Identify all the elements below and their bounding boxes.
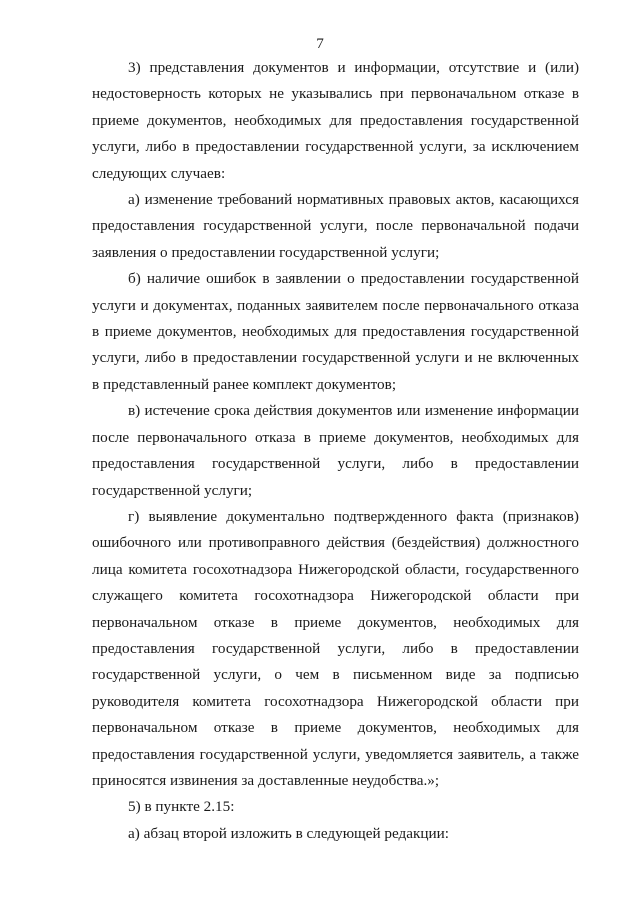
page-number: 7 — [316, 35, 324, 52]
document-body — [92, 55, 579, 847]
paragraph-subitem-a: а) изменение требований нормативных правовых актов, касающихся предоставления государственной услуги, после первоначальной подачи заявления о предоставлении государственной услуги; — [92, 191, 579, 261]
paragraph-subitem-b: б) наличие ошибок в заявлении о предоставлении государственной услуги и документах, поданных заявителем после первоначального отказа в приеме документов, необходимых для предоставления государственной услуги, либо в предоставлении государственной услуги и не включенных в представленный ранее комплект документов; — [92, 270, 579, 393]
paragraph-item-5: 5) в пункте 2.15: — [128, 798, 235, 816]
paragraph-subitem-v: в) истечение срока действия документов или изменение информации после первоначального отказа в приеме документов, необходимых для предоставления государственной услуги, либо в предоставлении государственной услуги; — [92, 402, 579, 499]
paragraph-subitem-g: г) выявление документально подтвержденного факта (признаков) ошибочного или противоправного действия (бездействия) должностного лица комитета госохотнадзора Нижегородской области, государственного служащего комитета госохотнадзора Нижегородской области при первоначальном отказе в приеме документов, необходимых для предоставления государственной услуги, либо в предоставлении государственной услуги, о чем в письменном виде за подписью руководителя комитета госохотнадзора Нижегородской области при первоначальном отказе в приеме документов, необходимых для предоставления государственной услуги, уведомляется заявитель, а также приносятся извинения за доставленные неудобства.»; — [92, 507, 579, 789]
paragraph-item-5-a: а) абзац второй изложить в следующей редакции: — [128, 824, 450, 842]
paragraph-item-3: 3) представления документов и информации, отсутствие и (или) недостоверность которых не указывались при первоначальном отказе в приеме документов, необходимых для предоставления государственной услуги, либо в предоставлении государственной услуги, за исключением следующих случаев: — [92, 59, 579, 182]
